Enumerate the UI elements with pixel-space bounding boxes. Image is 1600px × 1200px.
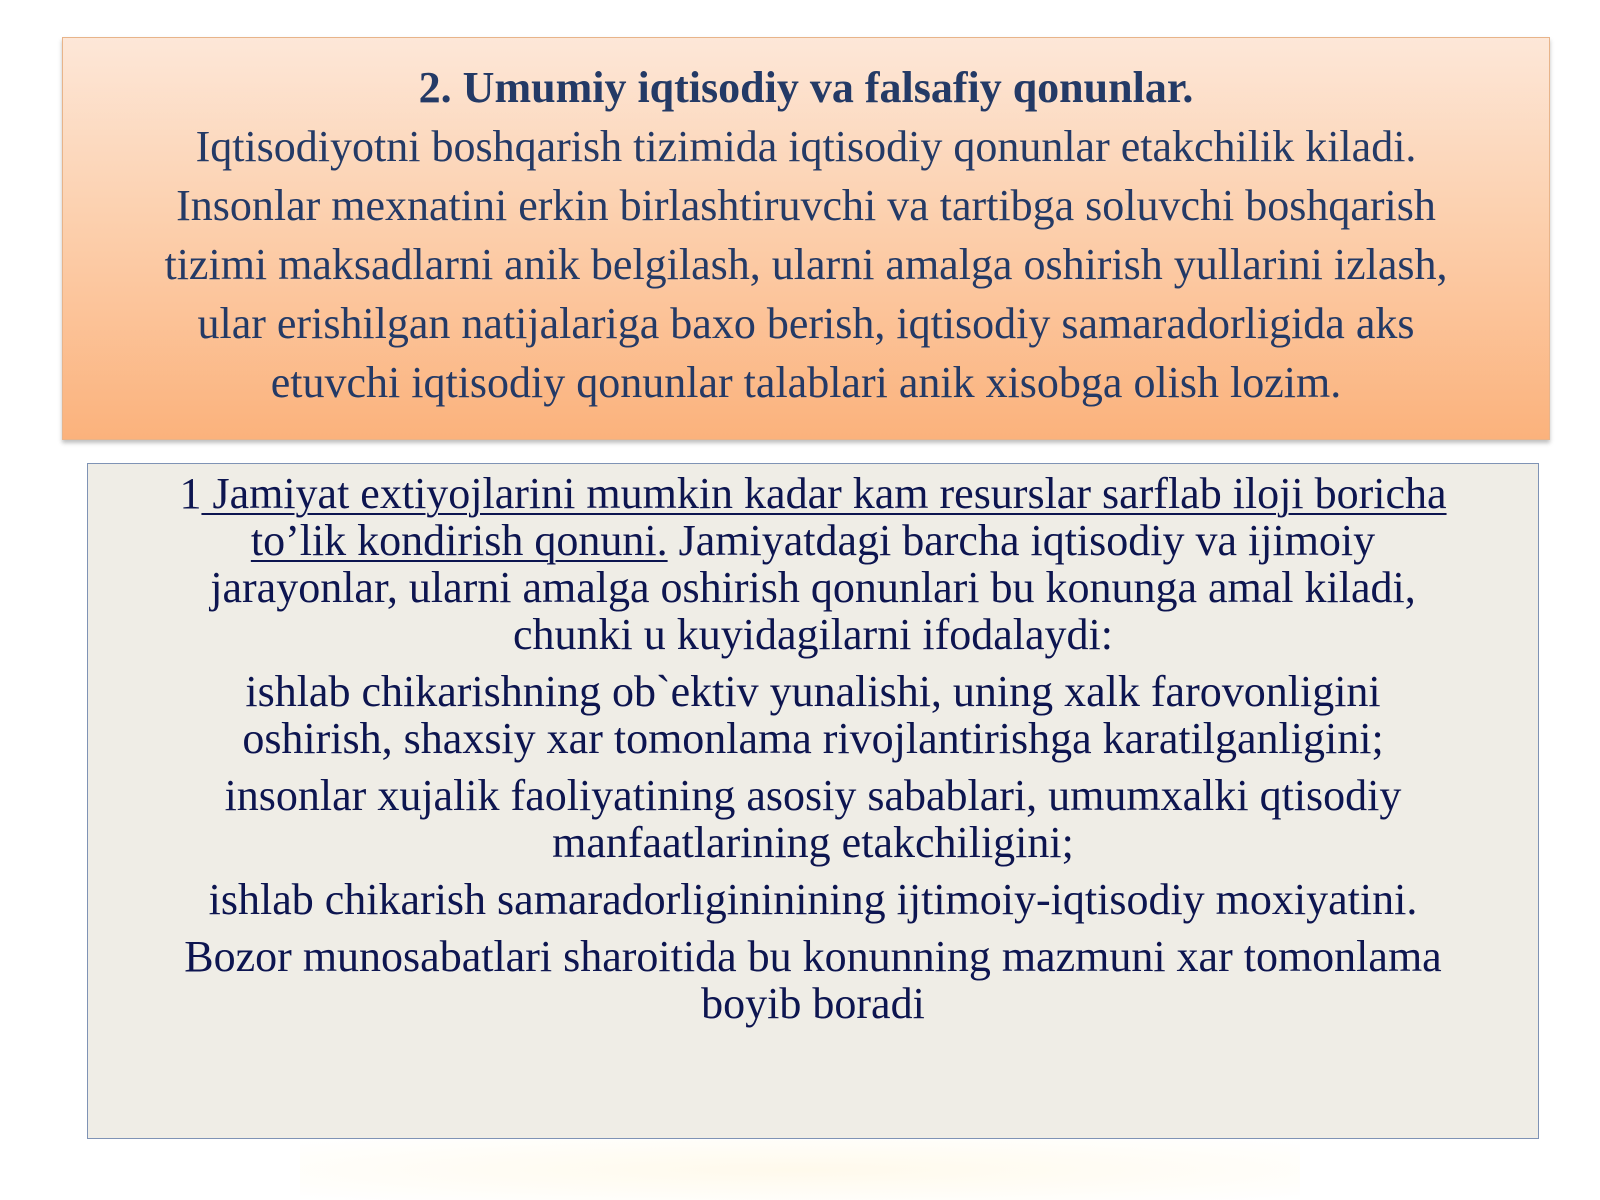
- conclusion-line: boyib boradi: [701, 979, 925, 1028]
- list-item-line: oshirish, shaxsiy xar tomonlama rivojlantirishga karatilganligini;: [242, 714, 1384, 763]
- list-item-line: manfaatlarining etakchiligini;: [552, 818, 1074, 867]
- intro-paragraph: [96, 117, 1516, 412]
- title-banner: [62, 37, 1550, 440]
- intro-line: Iqtisodiyotni boshqarish tizimida iqtisodiy qonunlar etakchilik kiladi.: [195, 122, 1417, 171]
- law-name-part-2: to’lik kondirish qonuni.: [250, 516, 668, 565]
- law-description-line: chunki u kuyidagilarni ifodalaydi:: [513, 610, 1113, 659]
- slide-title: 2. Umumiy iqtisodiy va falsafiy qonunlar.: [418, 63, 1194, 112]
- intro-line: ular erishilgan natijalariga baxo berish, iqtisodiy samaradorligida aks: [197, 299, 1415, 348]
- conclusion-paragraph: [88, 933, 1538, 1027]
- slide-background-glow: [300, 1140, 1300, 1200]
- list-item-line: ishlab chikarish samaradorligininining ijtimoiy-iqtisodiy moxiyatini.: [208, 875, 1418, 924]
- intro-line: Insonlar mexnatini erkin birlashtiruvchi va tartibga soluvchi boshqarish: [176, 181, 1436, 230]
- law-number: 1: [179, 469, 202, 518]
- list-item-line: insonlar xujalik faoliyatining asosiy sabablari, umumxalki qtisodiy: [224, 771, 1402, 820]
- law-paragraph: [88, 470, 1538, 658]
- intro-line: tizimi maksadlarni anik belgilash, ularni amalga oshirish yullarini izlash,: [164, 240, 1448, 289]
- law-description-line: jarayonlar, ularni amalga oshirish qonunlari bu konunga amal kiladi,: [210, 563, 1416, 612]
- law-heading-line-1: [88, 470, 1538, 517]
- list-item-paragraph: [88, 668, 1538, 762]
- conclusion-line: Bozor munosabatlari sharoitida bu konunning mazmuni xar tomonlama: [184, 932, 1442, 981]
- list-item-paragraph: [88, 876, 1538, 923]
- list-item-paragraph: [88, 772, 1538, 866]
- content-panel: [87, 463, 1539, 1139]
- law-name-part-1: Jamiyat extiyojlarini mumkin kadar kam resurslar sarflab iloji boricha: [201, 469, 1447, 518]
- law-description-start: Jamiyatdagi barcha iqtisodiy va ijimoiy: [667, 516, 1376, 565]
- list-item-line: ishlab chikarishning ob`ektiv yunalishi, uning xalk farovonligini: [245, 667, 1381, 716]
- law-heading-line-2: [88, 517, 1538, 564]
- intro-line: etuvchi iqtisodiy qonunlar talablari anik xisobga olish lozim.: [270, 358, 1342, 407]
